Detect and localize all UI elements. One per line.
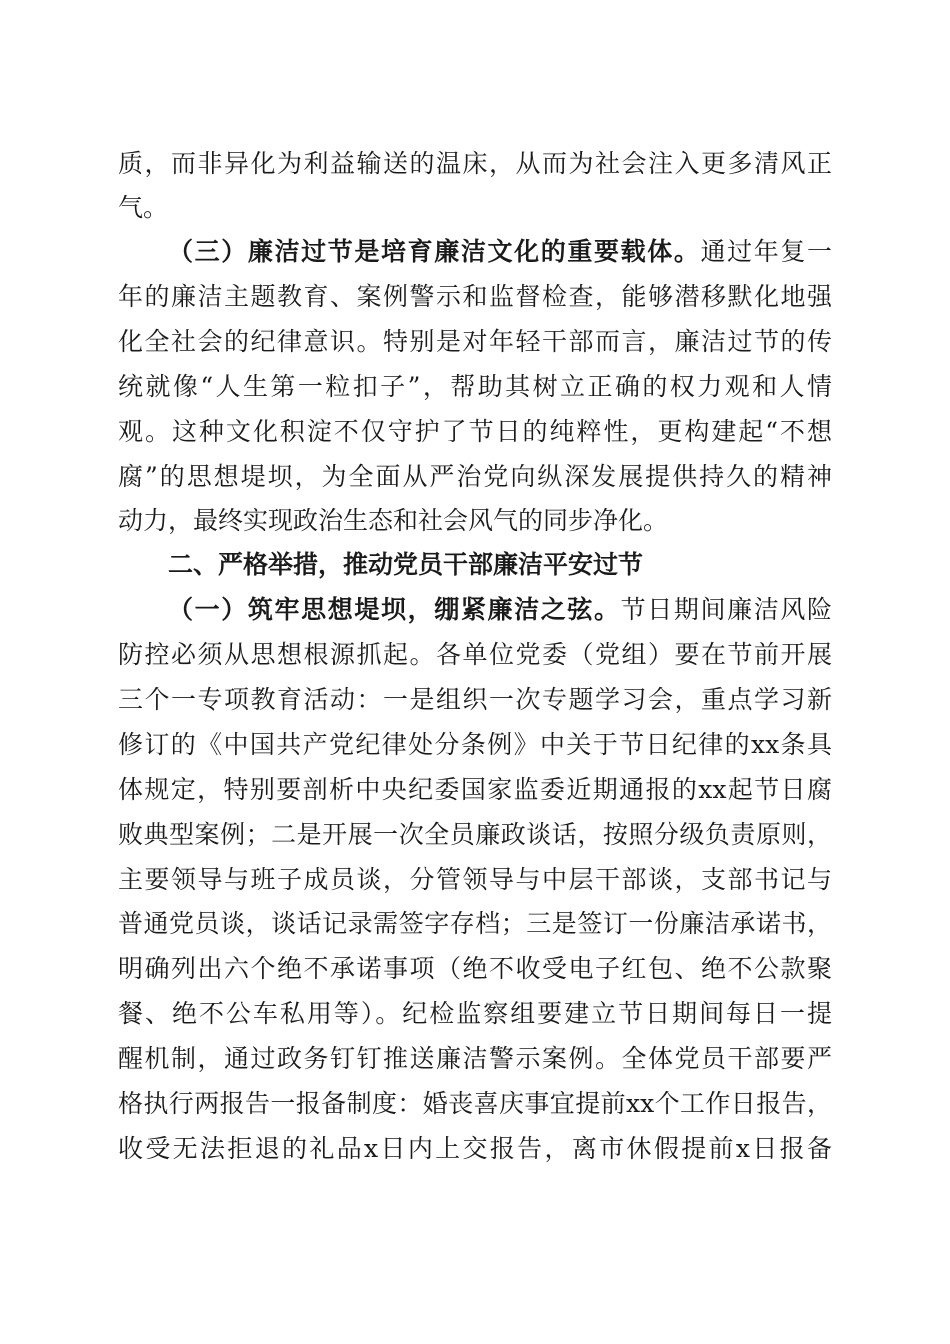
paragraph-line: 收受无法拒退的礼品x日内上交报告，离市休假提前x日报备 xyxy=(118,1134,832,1163)
paragraph-line: 主要领导与班子成员谈，分管领导与中层干部谈，支部书记与 xyxy=(118,865,832,894)
paragraph-lead: （一）筑牢思想堤坝，绷紧廉洁之弦。 xyxy=(168,595,621,624)
paragraph-line: 醒机制，通过政务钉钉推送廉洁警示案例。全体党员干部要严 xyxy=(118,1044,832,1073)
paragraph-line: 腐”的思想堤坝，为全面从严治党向纵深发展提供持久的精神 xyxy=(118,462,832,491)
paragraph-text: 节日期间廉洁风险 xyxy=(620,595,832,624)
paragraph-line: 修订的《中国共产党纪律处分条例》中关于节日纪律的xx条具 xyxy=(118,730,832,759)
paragraph-line: 格执行两报告一报备制度：婚丧喜庆事宜提前xx个工作日报告， xyxy=(118,1089,832,1118)
paragraph-line xyxy=(168,234,832,270)
paragraph-line xyxy=(168,592,832,628)
paragraph-line: 统就像“人生第一粒扣子”，帮助其树立正确的权力观和人情 xyxy=(118,372,832,401)
section-heading: 二、严格举措，推动党员干部廉洁平安过节 xyxy=(168,550,644,579)
paragraph-line: 三个一专项教育活动：一是组织一次专题学习会，重点学习新 xyxy=(118,685,832,714)
paragraph-line: 年的廉洁主题教育、案例警示和监督检查，能够潜移默化地强 xyxy=(118,282,832,311)
paragraph-line: 化全社会的纪律意识。特别是对年轻干部而言，廉洁过节的传 xyxy=(118,327,832,356)
paragraph-line: 普通党员谈，谈话记录需签字存档；三是签订一份廉洁承诺书， xyxy=(118,909,832,938)
paragraph-line: 气。 xyxy=(118,193,169,222)
paragraph-line: 败典型案例；二是开展一次全员廉政谈话，按照分级负责原则， xyxy=(118,820,832,849)
paragraph-line: 动力，最终实现政治生态和社会风气的同步净化。 xyxy=(118,506,669,535)
paragraph-line: 质，而非异化为利益输送的温床，从而为社会注入更多清风正 xyxy=(118,149,832,178)
paragraph-line: 明确列出六个绝不承诺事项（绝不收受电子红包、绝不公款聚 xyxy=(118,954,832,983)
paragraph-line: 体规定，特别要剖析中央纪委国家监委近期通报的xx起节日腐 xyxy=(118,775,832,804)
paragraph-line: 餐、绝不公车私用等）。纪检监察组要建立节日期间每日一提 xyxy=(118,999,832,1028)
paragraph-text: 通过年复一 xyxy=(700,237,832,266)
paragraph-line: 观。这种文化积淀不仅守护了节日的纯粹性，更构建起“不想 xyxy=(118,417,832,446)
paragraph-line: 防控必须从思想根源抓起。各单位党委（党组）要在节前开展 xyxy=(118,640,832,669)
paragraph-lead: （三）廉洁过节是培育廉洁文化的重要载体。 xyxy=(168,237,701,266)
